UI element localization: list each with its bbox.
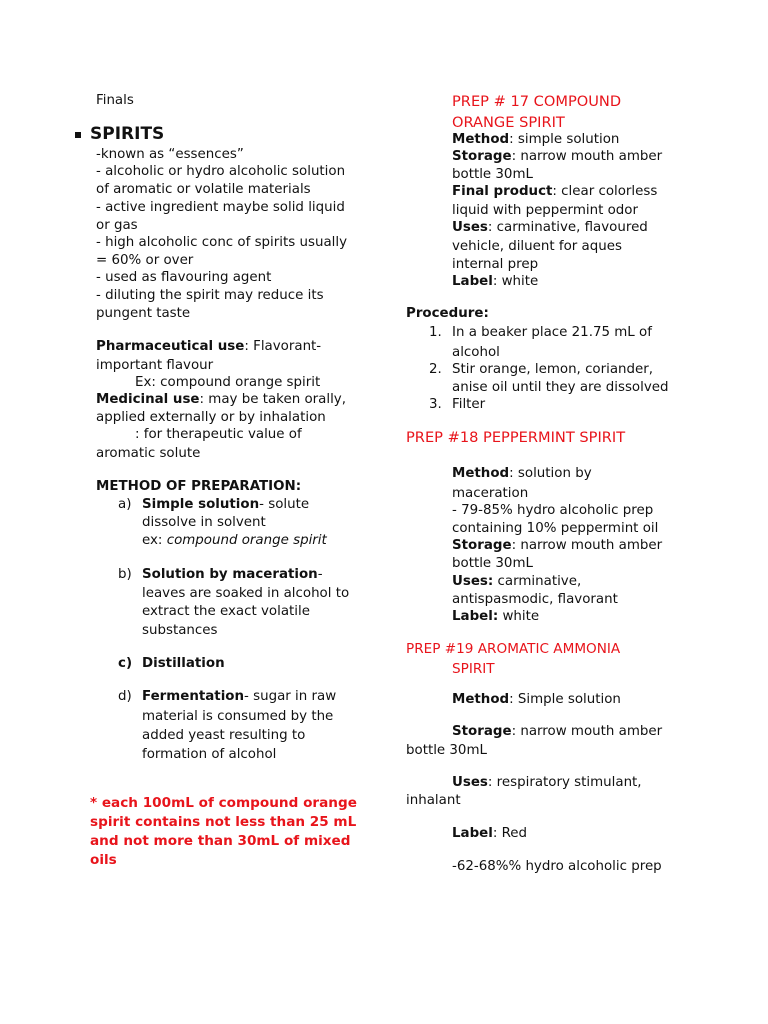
- medicinal-use: Medicinal use: may be taken orally,: [96, 392, 346, 407]
- prep19-uses: Uses: respiratory stimulant,: [452, 775, 642, 790]
- prep18-label: Label: white: [452, 609, 540, 624]
- prep19-note: -62-68%% hydro alcoholic prep: [452, 859, 662, 874]
- method-title: METHOD OF PREPARATION:: [96, 479, 302, 494]
- intro-line: - high alcoholic conc of spirits usually: [96, 235, 348, 250]
- method-distillation: Distillation: [142, 656, 225, 671]
- procedure-step-cont: anise oil until they are dissolved: [452, 380, 669, 395]
- page-header: Finals: [96, 93, 134, 108]
- intro-line: - diluting the spirit may reduce its: [96, 288, 324, 303]
- prep17-final-product: Final product: clear colorless: [452, 184, 658, 199]
- method-d-cont: added yeast resulting to: [142, 728, 306, 743]
- prep19-label: Label: Red: [452, 826, 528, 841]
- intro-line: - alcoholic or hydro alcoholic solution: [96, 164, 346, 179]
- pharmaceutical-example: Ex: compound orange spirit: [135, 375, 321, 390]
- method-maceration: Solution by maceration-: [142, 567, 323, 582]
- list-marker: b): [118, 567, 132, 582]
- prep17-storage-cont: bottle 30mL: [452, 167, 533, 182]
- prep18-method: Method: solution by: [452, 466, 592, 481]
- procedure-step: Filter: [452, 397, 486, 412]
- intro-line: pungent taste: [96, 306, 191, 321]
- prep18-method-cont: maceration: [452, 486, 529, 501]
- prep17-storage: Storage: narrow mouth amber: [452, 149, 663, 164]
- procedure-number: 2.: [429, 362, 442, 377]
- note-line: * each 100mL of compound orange: [90, 795, 357, 811]
- prep17-title: ORANGE SPIRIT: [452, 114, 565, 131]
- prep18-title: PREP #18 PEPPERMINT SPIRIT: [406, 429, 626, 446]
- list-marker: d): [118, 689, 132, 704]
- section-title-spirits: SPIRITS: [90, 124, 165, 144]
- procedure-step: Stir orange, lemon, coriander,: [452, 362, 654, 377]
- prep17-label: Label: white: [452, 274, 539, 289]
- method-b-cont: leaves are soaked in alcohol to: [142, 586, 350, 601]
- prep19-title: PREP #19 AROMATIC AMMONIA: [406, 641, 621, 657]
- prep17-final-cont: liquid with peppermint odor: [452, 203, 638, 218]
- procedure-title: Procedure:: [406, 306, 489, 321]
- list-marker: a): [118, 497, 132, 512]
- pharmaceutical-use: Pharmaceutical use: Flavorant-: [96, 339, 322, 354]
- procedure-number: 3.: [429, 397, 442, 412]
- intro-line: - active ingredient maybe solid liquid: [96, 200, 345, 215]
- method-a-example: ex: compound orange spirit: [142, 533, 327, 548]
- method-b-cont: substances: [142, 623, 218, 638]
- note-line: and not more than 30mL of mixed: [90, 833, 351, 849]
- intro-line: or gas: [96, 218, 138, 233]
- prep19-uses-cont: inhalant: [406, 793, 461, 808]
- prep18-method-cont: - 79-85% hydro alcoholic prep: [452, 503, 654, 518]
- method-simple-solution: Simple solution- solute: [142, 497, 310, 512]
- prep17-title: PREP # 17 COMPOUND: [452, 93, 622, 110]
- prep18-uses: Uses: carminative,: [452, 574, 582, 589]
- medicinal-use-cont: : for therapeutic value of: [135, 427, 302, 442]
- intro-line: -known as “essences”: [96, 147, 244, 162]
- method-fermentation: Fermentation- sugar in raw: [142, 689, 337, 704]
- square-bullet-icon: [75, 132, 81, 138]
- prep17-method: Method: simple solution: [452, 132, 620, 147]
- prep18-method-cont: containing 10% peppermint oil: [452, 521, 659, 536]
- method-b-cont: extract the exact volatile: [142, 604, 310, 619]
- procedure-number: 1.: [429, 325, 442, 340]
- intro-line: of aromatic or volatile materials: [96, 182, 311, 197]
- procedure-step: In a beaker place 21.75 mL of: [452, 325, 652, 340]
- procedure-step-cont: alcohol: [452, 345, 500, 360]
- prep19-method: Method: Simple solution: [452, 692, 621, 707]
- prep17-uses-cont: internal prep: [452, 257, 539, 272]
- prep19-storage-cont: bottle 30mL: [406, 743, 487, 758]
- list-marker: c): [118, 656, 133, 671]
- method-d-cont: formation of alcohol: [142, 747, 277, 762]
- prep18-storage: Storage: narrow mouth amber: [452, 538, 663, 553]
- pharmaceutical-use-cont: important flavour: [96, 358, 214, 373]
- prep19-storage: Storage: narrow mouth amber: [452, 724, 663, 739]
- prep19-title: SPIRIT: [452, 661, 495, 677]
- prep17-uses: Uses: carminative, flavoured: [452, 220, 648, 235]
- intro-line: = 60% or over: [96, 253, 194, 268]
- method-a-cont: dissolve in solvent: [142, 515, 266, 530]
- prep17-uses-cont: vehicle, diluent for aques: [452, 239, 622, 254]
- method-d-cont: material is consumed by the: [142, 709, 334, 724]
- note-line: oils: [90, 852, 117, 868]
- prep18-storage-cont: bottle 30mL: [452, 556, 533, 571]
- note-line: spirit contains not less than 25 mL: [90, 814, 357, 830]
- medicinal-use-cont: aromatic solute: [96, 446, 201, 461]
- intro-line: - used as flavouring agent: [96, 270, 272, 285]
- medicinal-use-cont: applied externally or by inhalation: [96, 410, 326, 425]
- prep18-uses-cont: antispasmodic, flavorant: [452, 592, 618, 607]
